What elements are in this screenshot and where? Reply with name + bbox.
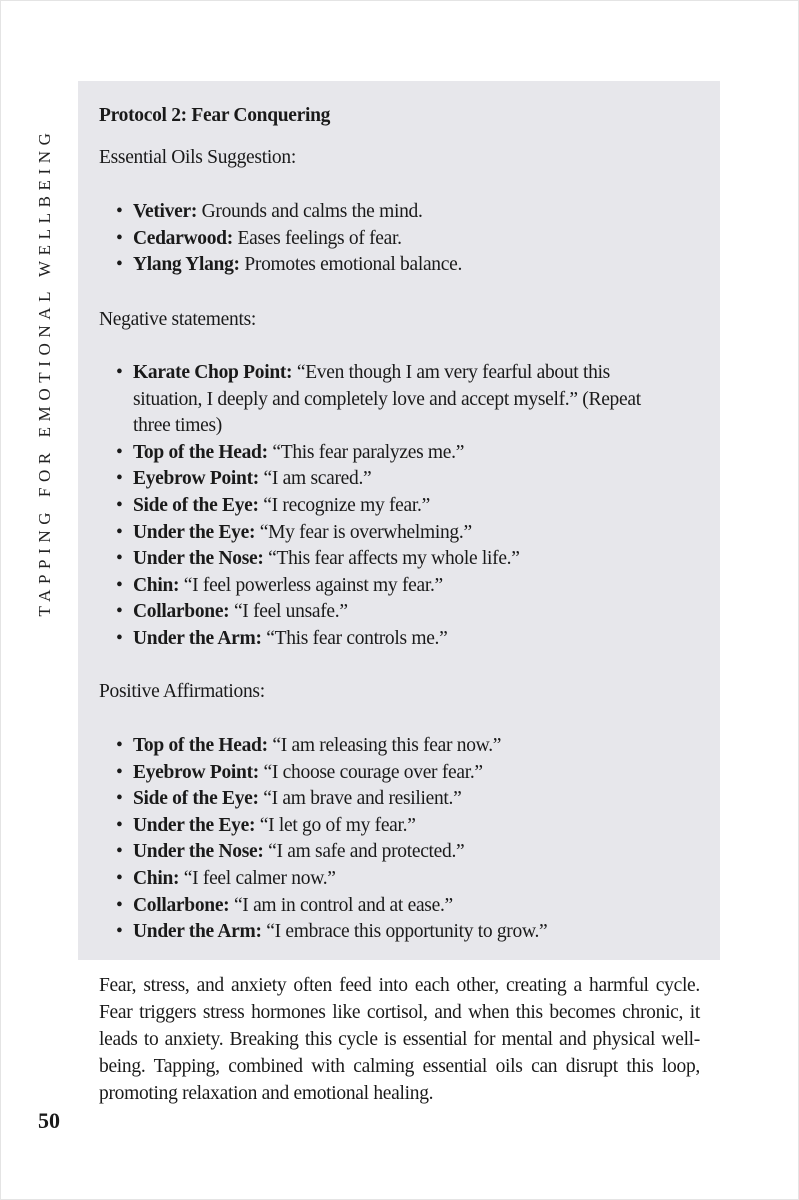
item-label: Cedarwood: (133, 227, 233, 249)
bullet-icon: • (116, 494, 123, 516)
item-label: Side of the Eye: (133, 788, 259, 810)
list-item (116, 919, 547, 946)
negative-list (116, 360, 678, 653)
item-text: Promotes emotional balance. (239, 254, 463, 276)
list-item (116, 866, 547, 893)
running-header: TAPPING FOR EMOTIONAL WELLBEING (35, 127, 54, 617)
item-label: Under the Arm: (133, 627, 262, 649)
bullet-icon: • (116, 548, 123, 570)
list-item (116, 786, 547, 813)
bullet-icon: • (116, 814, 123, 836)
item-label: Collarbone: (133, 601, 230, 623)
list-item (116, 733, 547, 760)
list-item (116, 252, 462, 279)
bullet-icon: • (116, 521, 123, 543)
item-label: Eyebrow Point: (133, 468, 259, 490)
positive-heading: Positive Affirmations: (99, 681, 265, 702)
item-label: Karate Chop Point: (133, 362, 293, 383)
negative-heading: Negative statements: (99, 309, 256, 330)
oils-list (116, 199, 462, 279)
list-item (116, 760, 547, 787)
bullet-icon: • (116, 921, 123, 943)
item-text: “I choose courage over fear.” (258, 761, 483, 783)
list-item (116, 466, 678, 493)
item-label: Top of the Head: (133, 735, 268, 756)
item-label: Chin: (133, 574, 180, 596)
list-item (116, 599, 678, 626)
bullet-icon: • (116, 788, 123, 810)
list-item (116, 520, 678, 547)
item-label: Top of the Head: (133, 441, 268, 463)
item-text: Eases feelings of fear. (232, 227, 402, 249)
positive-list (116, 733, 547, 946)
bullet-icon: • (116, 468, 123, 490)
list-item (116, 199, 462, 226)
list-item (116, 626, 678, 653)
list-item (116, 360, 678, 440)
bullet-icon: • (116, 761, 123, 783)
oils-heading: Essential Oils Suggestion: (99, 147, 296, 168)
item-label: Under the Nose: (133, 548, 264, 570)
list-item (116, 226, 462, 253)
item-text: “I feel unsafe.” (229, 601, 348, 623)
bullet-icon: • (116, 574, 123, 596)
item-text: “I am releasing this fear now.” (267, 735, 502, 756)
body-paragraph: Fear, stress, and anxiety often feed into each other, creating a harmful cycle. Fear triggers stress hormones like cortisol, and when this becomes chronic, it leads to anxiety. Breaking this cycle is essential for mental and physical well-being. Tapping, combined with calming essential oils can disrupt this loop, promoting relaxation and emotional healing. (99, 975, 700, 1104)
bullet-icon: • (116, 841, 123, 863)
bullet-icon: • (116, 201, 123, 222)
item-label: Under the Eye: (133, 521, 256, 543)
item-text: “This fear controls me.” (261, 627, 448, 649)
item-label: Under the Arm: (133, 921, 262, 943)
item-label: Side of the Eye: (133, 494, 259, 516)
item-text: “My fear is overwhelming.” (255, 521, 472, 543)
bullet-icon: • (116, 362, 123, 383)
item-label: Eyebrow Point: (133, 761, 259, 783)
list-item (116, 493, 678, 520)
item-text: “I feel powerless against my fear.” (179, 574, 443, 596)
item-label: Vetiver: (133, 201, 198, 222)
item-text: “I am in control and at ease.” (229, 894, 453, 916)
item-label: Under the Eye: (133, 814, 256, 836)
item-text: “This fear affects my whole life.” (263, 548, 520, 570)
item-label: Under the Nose: (133, 841, 264, 863)
bullet-icon: • (116, 735, 123, 756)
list-item (116, 893, 547, 920)
protocol-title: Protocol 2: Fear Conquering (99, 105, 331, 126)
bullet-icon: • (116, 627, 123, 649)
item-text: “I am scared.” (258, 468, 372, 490)
list-item (116, 813, 547, 840)
list-item (116, 440, 678, 467)
item-text: “I am brave and resilient.” (258, 788, 462, 810)
list-item (116, 573, 678, 600)
bullet-icon: • (116, 601, 123, 623)
item-text: “I recognize my fear.” (258, 494, 430, 516)
item-label: Ylang Ylang: (133, 254, 240, 276)
item-label: Collarbone: (133, 894, 230, 916)
item-text: Grounds and calms the mind. (197, 201, 423, 222)
bullet-icon: • (116, 227, 123, 249)
item-text: “I embrace this opportunity to grow.” (261, 921, 548, 943)
item-text: “This fear paralyzes me.” (267, 441, 465, 463)
item-text: “Even though I am very fearful about this situation, I deeply and completely love and accept myself.” (Repeat three times) (133, 362, 641, 437)
item-label: Chin: (133, 867, 180, 889)
item-text: “I let go of my fear.” (255, 814, 416, 836)
bullet-icon: • (116, 894, 123, 916)
list-item (116, 546, 678, 573)
bullet-icon: • (116, 254, 123, 276)
item-text: “I am safe and protected.” (263, 841, 465, 863)
list-item (116, 839, 547, 866)
item-text: “I feel calmer now.” (179, 867, 336, 889)
bullet-icon: • (116, 441, 123, 463)
bullet-icon: • (116, 867, 123, 889)
page-number: 50 (38, 1108, 60, 1133)
